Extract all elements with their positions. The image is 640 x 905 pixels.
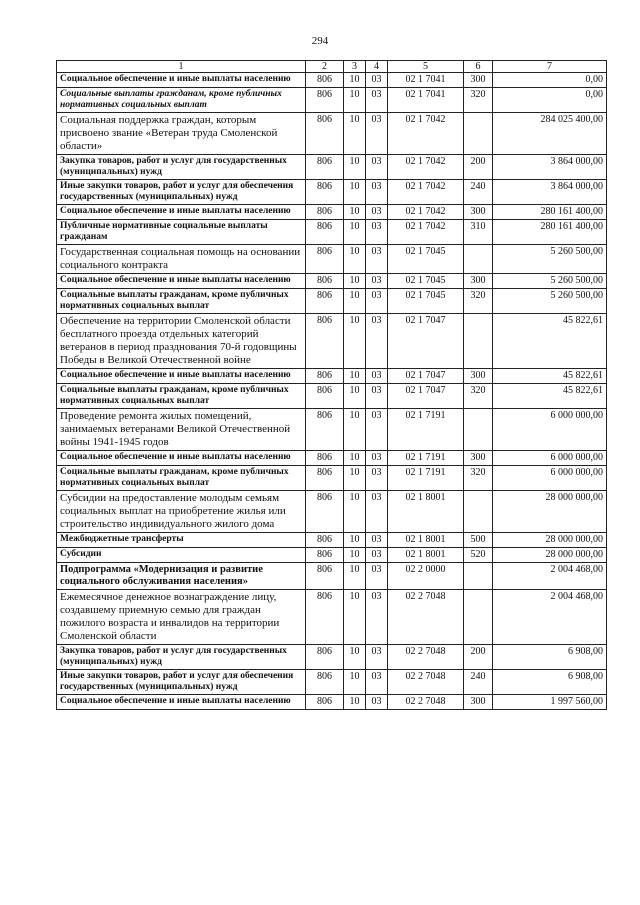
row-subsection-cell: 03 (366, 180, 388, 205)
row-amount-cell: 0,00 (493, 73, 607, 88)
table-row (57, 180, 607, 205)
row-amount-cell: 5 260 500,00 (493, 274, 607, 289)
row-target-article-cell: 02 1 7042 (388, 155, 464, 180)
table-row (57, 491, 607, 533)
row-grbs-cell: 806 (306, 88, 344, 113)
row-grbs-cell: 806 (306, 451, 344, 466)
row-expense-type-cell (464, 314, 493, 369)
row-target-article-cell: 02 1 7047 (388, 384, 464, 409)
row-target-article-cell: 02 1 7191 (388, 409, 464, 451)
page-number: 294 (311, 35, 329, 47)
row-section-cell: 10 (344, 695, 366, 710)
row-grbs-cell: 806 (306, 548, 344, 563)
header-cell-5: 5 (388, 61, 464, 73)
row-subsection-cell: 03 (366, 113, 388, 155)
row-subsection-cell: 03 (366, 245, 388, 274)
row-section-cell: 10 (344, 533, 366, 548)
row-amount-cell: 28 000 000,00 (493, 491, 607, 533)
table-row (57, 695, 607, 710)
row-section-cell: 10 (344, 73, 366, 88)
row-name-cell: Социальное обеспечение и иные выплаты населению (57, 695, 306, 710)
row-name-cell: Социальные выплаты гражданам, кроме публичных нормативных социальных выплат (57, 88, 306, 113)
row-subsection-cell: 03 (366, 314, 388, 369)
table-row (57, 563, 607, 590)
row-grbs-cell: 806 (306, 466, 344, 491)
row-grbs-cell: 806 (306, 155, 344, 180)
row-amount-cell: 28 000 000,00 (493, 533, 607, 548)
table-row (57, 220, 607, 245)
table-row (57, 451, 607, 466)
row-target-article-cell: 02 2 7048 (388, 695, 464, 710)
row-section-cell: 10 (344, 245, 366, 274)
header-cell-1: 1 (57, 61, 306, 73)
row-expense-type-cell (464, 491, 493, 533)
row-target-article-cell: 02 2 0000 (388, 563, 464, 590)
row-name-cell: Социальное обеспечение и иные выплаты населению (57, 451, 306, 466)
row-amount-cell: 6 000 000,00 (493, 451, 607, 466)
row-grbs-cell: 806 (306, 274, 344, 289)
row-target-article-cell: 02 1 7041 (388, 73, 464, 88)
row-subsection-cell: 03 (366, 466, 388, 491)
row-subsection-cell: 03 (366, 670, 388, 695)
row-subsection-cell: 03 (366, 384, 388, 409)
row-name-cell: Социальное обеспечение и иные выплаты населению (57, 205, 306, 220)
row-grbs-cell: 806 (306, 245, 344, 274)
table-row (57, 409, 607, 451)
row-section-cell: 10 (344, 205, 366, 220)
budget-table (56, 60, 607, 710)
row-expense-type-cell: 240 (464, 180, 493, 205)
row-target-article-cell: 02 1 7041 (388, 88, 464, 113)
row-expense-type-cell (464, 590, 493, 645)
row-expense-type-cell: 200 (464, 155, 493, 180)
row-subsection-cell: 03 (366, 220, 388, 245)
row-subsection-cell: 03 (366, 369, 388, 384)
table-row (57, 384, 607, 409)
row-expense-type-cell: 320 (464, 466, 493, 491)
table-row (57, 533, 607, 548)
row-grbs-cell: 806 (306, 590, 344, 645)
row-target-article-cell: 02 1 7045 (388, 245, 464, 274)
row-amount-cell: 28 000 000,00 (493, 548, 607, 563)
row-amount-cell: 5 260 500,00 (493, 245, 607, 274)
row-grbs-cell: 806 (306, 645, 344, 670)
row-expense-type-cell (464, 563, 493, 590)
row-target-article-cell: 02 1 7047 (388, 314, 464, 369)
table-row (57, 245, 607, 274)
row-section-cell: 10 (344, 274, 366, 289)
row-section-cell: 10 (344, 88, 366, 113)
row-grbs-cell: 806 (306, 73, 344, 88)
row-target-article-cell: 02 1 7042 (388, 220, 464, 245)
row-subsection-cell: 03 (366, 491, 388, 533)
row-subsection-cell: 03 (366, 73, 388, 88)
row-subsection-cell: 03 (366, 548, 388, 563)
row-amount-cell: 2 004 468,00 (493, 590, 607, 645)
row-name-cell: Государственная социальная помощь на основании социального контракта (57, 245, 306, 274)
row-subsection-cell: 03 (366, 590, 388, 645)
row-subsection-cell: 03 (366, 274, 388, 289)
row-section-cell: 10 (344, 491, 366, 533)
row-name-cell: Социальное обеспечение и иные выплаты населению (57, 73, 306, 88)
row-expense-type-cell (464, 245, 493, 274)
row-expense-type-cell: 200 (464, 645, 493, 670)
row-name-cell: Социальное обеспечение и иные выплаты населению (57, 369, 306, 384)
table-row (57, 205, 607, 220)
row-expense-type-cell: 520 (464, 548, 493, 563)
row-name-cell: Публичные нормативные социальные выплаты гражданам (57, 220, 306, 245)
row-amount-cell: 284 025 400,00 (493, 113, 607, 155)
row-target-article-cell: 02 1 7042 (388, 180, 464, 205)
row-section-cell: 10 (344, 289, 366, 314)
header-cell-4: 4 (366, 61, 388, 73)
header-row (57, 61, 607, 73)
row-section-cell: 10 (344, 409, 366, 451)
row-name-cell: Обеспечение на территории Смоленской области бесплатного проезда отдельных категорий ветеранов в период празднования 70-й годовщины Победы в Великой Отечественной войне (57, 314, 306, 369)
row-name-cell: Социальные выплаты гражданам, кроме публичных нормативных социальных выплат (57, 466, 306, 491)
row-grbs-cell: 806 (306, 220, 344, 245)
table-row (57, 466, 607, 491)
row-grbs-cell: 806 (306, 369, 344, 384)
table-row (57, 289, 607, 314)
table-row (57, 645, 607, 670)
row-subsection-cell: 03 (366, 645, 388, 670)
row-grbs-cell: 806 (306, 289, 344, 314)
row-name-cell: Подпрограмма «Модернизация и развитие социального обслуживания населения» (57, 563, 306, 590)
row-subsection-cell: 03 (366, 451, 388, 466)
row-target-article-cell: 02 1 7042 (388, 113, 464, 155)
row-amount-cell: 280 161 400,00 (493, 220, 607, 245)
row-section-cell: 10 (344, 384, 366, 409)
row-grbs-cell: 806 (306, 409, 344, 451)
row-grbs-cell: 806 (306, 180, 344, 205)
row-section-cell: 10 (344, 155, 366, 180)
row-name-cell: Проведение ремонта жилых помещений, занимаемых ветеранами Великой Отечественной войны 1941-1945 годов (57, 409, 306, 451)
row-target-article-cell: 02 1 8001 (388, 548, 464, 563)
row-name-cell: Социальное обеспечение и иные выплаты населению (57, 274, 306, 289)
table-row (57, 548, 607, 563)
row-target-article-cell: 02 2 7048 (388, 590, 464, 645)
row-expense-type-cell: 320 (464, 289, 493, 314)
row-section-cell: 10 (344, 645, 366, 670)
row-grbs-cell: 806 (306, 205, 344, 220)
table-row (57, 314, 607, 369)
row-amount-cell: 1 997 560,00 (493, 695, 607, 710)
row-target-article-cell: 02 1 7045 (388, 274, 464, 289)
row-section-cell: 10 (344, 548, 366, 563)
row-section-cell: 10 (344, 670, 366, 695)
row-name-cell: Иные закупки товаров, работ и услуг для обеспечения государственных (муниципальных) нужд (57, 180, 306, 205)
row-section-cell: 10 (344, 466, 366, 491)
row-target-article-cell: 02 2 7048 (388, 670, 464, 695)
row-amount-cell: 2 004 468,00 (493, 563, 607, 590)
row-grbs-cell: 806 (306, 533, 344, 548)
row-subsection-cell: 03 (366, 289, 388, 314)
row-target-article-cell: 02 1 8001 (388, 491, 464, 533)
row-grbs-cell: 806 (306, 670, 344, 695)
row-expense-type-cell: 310 (464, 220, 493, 245)
row-target-article-cell: 02 1 7042 (388, 205, 464, 220)
row-section-cell: 10 (344, 180, 366, 205)
row-target-article-cell: 02 1 7047 (388, 369, 464, 384)
row-expense-type-cell: 300 (464, 73, 493, 88)
row-amount-cell: 5 260 500,00 (493, 289, 607, 314)
row-amount-cell: 6 908,00 (493, 670, 607, 695)
table-row (57, 73, 607, 88)
table-row (57, 274, 607, 289)
row-expense-type-cell: 300 (464, 451, 493, 466)
row-amount-cell: 0,00 (493, 88, 607, 113)
row-subsection-cell: 03 (366, 695, 388, 710)
row-amount-cell: 45 822,61 (493, 369, 607, 384)
row-amount-cell: 3 864 000,00 (493, 180, 607, 205)
row-section-cell: 10 (344, 113, 366, 155)
row-name-cell: Социальные выплаты гражданам, кроме публичных нормативных социальных выплат (57, 384, 306, 409)
row-grbs-cell: 806 (306, 314, 344, 369)
row-subsection-cell: 03 (366, 533, 388, 548)
row-expense-type-cell (464, 409, 493, 451)
table-body (57, 61, 607, 710)
row-target-article-cell: 02 1 7191 (388, 451, 464, 466)
row-name-cell: Закупка товаров, работ и услуг для государственных (муниципальных) нужд (57, 155, 306, 180)
row-amount-cell: 3 864 000,00 (493, 155, 607, 180)
row-subsection-cell: 03 (366, 88, 388, 113)
table-row (57, 88, 607, 113)
row-expense-type-cell: 300 (464, 369, 493, 384)
header-cell-2: 2 (306, 61, 344, 73)
row-name-cell: Социальные выплаты гражданам, кроме публичных нормативных социальных выплат (57, 289, 306, 314)
row-name-cell: Субсидии на предоставление молодым семьям социальных выплат на приобретение жилья или строительство индивидуального жилого дома (57, 491, 306, 533)
table-row (57, 155, 607, 180)
row-amount-cell: 45 822,61 (493, 314, 607, 369)
row-grbs-cell: 806 (306, 491, 344, 533)
table-row (57, 113, 607, 155)
header-cell-3: 3 (344, 61, 366, 73)
row-section-cell: 10 (344, 563, 366, 590)
row-amount-cell: 6 908,00 (493, 645, 607, 670)
row-section-cell: 10 (344, 314, 366, 369)
row-subsection-cell: 03 (366, 205, 388, 220)
row-amount-cell: 6 000 000,00 (493, 409, 607, 451)
row-name-cell: Закупка товаров, работ и услуг для государственных (муниципальных) нужд (57, 645, 306, 670)
row-grbs-cell: 806 (306, 113, 344, 155)
table-row (57, 670, 607, 695)
table-row (57, 590, 607, 645)
row-section-cell: 10 (344, 220, 366, 245)
row-amount-cell: 280 161 400,00 (493, 205, 607, 220)
row-amount-cell: 45 822,61 (493, 384, 607, 409)
row-subsection-cell: 03 (366, 155, 388, 180)
row-expense-type-cell: 300 (464, 205, 493, 220)
row-expense-type-cell: 320 (464, 384, 493, 409)
row-expense-type-cell: 500 (464, 533, 493, 548)
table-row (57, 369, 607, 384)
row-section-cell: 10 (344, 451, 366, 466)
row-subsection-cell: 03 (366, 409, 388, 451)
row-name-cell: Межбюджетные трансферты (57, 533, 306, 548)
row-name-cell: Иные закупки товаров, работ и услуг для обеспечения государственных (муниципальных) нужд (57, 670, 306, 695)
row-target-article-cell: 02 2 7048 (388, 645, 464, 670)
row-grbs-cell: 806 (306, 695, 344, 710)
row-grbs-cell: 806 (306, 384, 344, 409)
row-expense-type-cell: 300 (464, 695, 493, 710)
row-target-article-cell: 02 1 7191 (388, 466, 464, 491)
row-grbs-cell: 806 (306, 563, 344, 590)
row-subsection-cell: 03 (366, 563, 388, 590)
row-target-article-cell: 02 1 7045 (388, 289, 464, 314)
row-name-cell: Ежемесячное денежное вознаграждение лицу, создавшему приемную семью для граждан пожилого возраста и инвалидов на территории Смоленской области (57, 590, 306, 645)
row-expense-type-cell: 300 (464, 274, 493, 289)
row-expense-type-cell (464, 113, 493, 155)
row-section-cell: 10 (344, 590, 366, 645)
row-expense-type-cell: 240 (464, 670, 493, 695)
row-name-cell: Субсидии (57, 548, 306, 563)
row-name-cell: Социальная поддержка граждан, которым присвоено звание «Ветеран труда Смоленской области» (57, 113, 306, 155)
row-expense-type-cell: 320 (464, 88, 493, 113)
header-cell-7: 7 (493, 61, 607, 73)
header-cell-6: 6 (464, 61, 493, 73)
row-target-article-cell: 02 1 8001 (388, 533, 464, 548)
row-section-cell: 10 (344, 369, 366, 384)
row-amount-cell: 6 000 000,00 (493, 466, 607, 491)
